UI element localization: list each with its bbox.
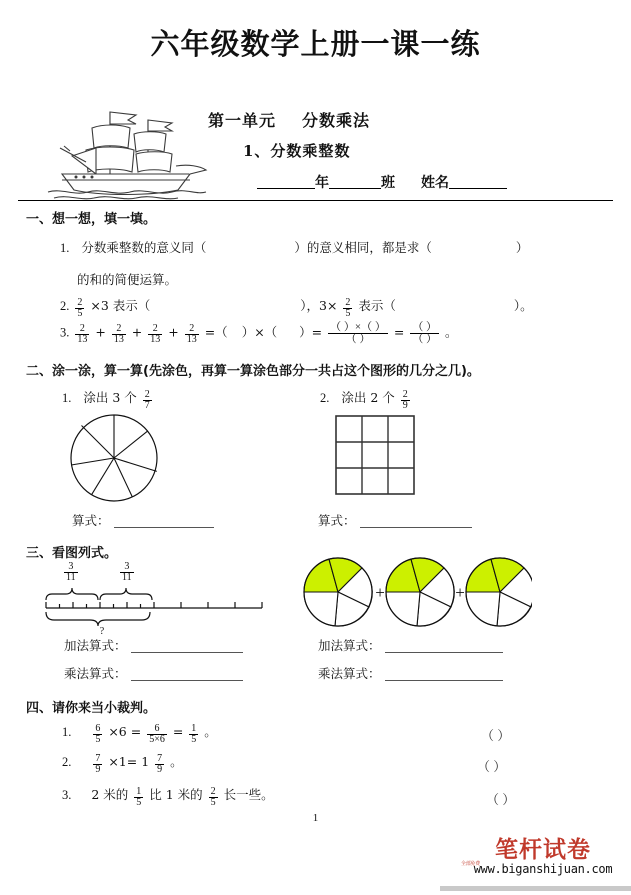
s4-i1-period: 。	[204, 724, 217, 739]
q1-index: 1.	[60, 241, 70, 255]
q2-index: 2.	[60, 299, 70, 313]
watermark-tiny-note: 全部免费	[461, 861, 480, 867]
q3-fc-den: 13	[150, 334, 161, 345]
watermark	[455, 838, 631, 890]
q3-plus-2: +	[131, 324, 143, 340]
s4-i1-eq: =	[172, 724, 184, 739]
student-info-line	[257, 172, 507, 192]
class-blank[interactable]	[329, 174, 381, 189]
q2-fraction-1	[75, 298, 84, 319]
section4-heading: 四、请你来当小裁判。	[26, 701, 157, 716]
header-divider	[18, 200, 613, 201]
s4-i3-judgement-box[interactable]: （ ）	[486, 792, 516, 807]
q3-fb-num: 2	[116, 323, 122, 334]
q3-fa-num: 2	[79, 323, 85, 334]
s2-i2-index: 2.	[320, 391, 330, 405]
q1-text-b: ）的意义相同，都是求（	[294, 240, 432, 255]
lesson-heading: 1、分数乘整数	[243, 142, 351, 160]
s4-i2-period: 。	[170, 754, 183, 769]
s2-i1-answer-label: 算式：	[72, 513, 110, 528]
watermark-url: www.biganshijuan.com	[473, 862, 613, 876]
s2-i1-num: 2	[144, 388, 150, 400]
nl-f1-den: 11	[66, 572, 76, 583]
s4-i1-frac3	[189, 724, 198, 745]
q3-result-fraction	[410, 322, 439, 345]
s4-i1-judgement-box[interactable]: （ ）	[481, 728, 511, 743]
section1-heading: 一、想一想，填一填。	[26, 212, 157, 227]
q3-res-den: （ ）	[412, 333, 438, 345]
section2-item2-answer	[318, 511, 472, 529]
section3-heading: 三、看图列式。	[26, 546, 118, 561]
q3-eq-3: =	[393, 324, 405, 340]
s2-i2-num: 2	[402, 388, 408, 400]
s4-i3-f1d: 5	[136, 796, 142, 808]
unit-label: 第一单元	[208, 111, 277, 130]
section3-left-mul-row	[64, 664, 243, 682]
s4-i1-frac2	[147, 724, 167, 745]
s4-i1-index: 1.	[62, 725, 72, 739]
watermark-brand: 笔杆试卷	[495, 836, 591, 863]
q3-eq-1: =（	[204, 324, 228, 340]
q3-fraction-d	[185, 324, 199, 345]
q3-fc-num: 2	[152, 323, 158, 334]
name-blank[interactable]	[449, 174, 507, 189]
section1-q1-line2: 的和的简便运算。	[77, 272, 178, 287]
q2-frac2-denominator: 5	[345, 307, 351, 319]
q2-frac2-numerator: 2	[345, 296, 351, 308]
q1-text-a: 分数乘整数的意义同（	[81, 240, 207, 255]
q2-text-c: 表示（	[358, 298, 396, 313]
plus-sign-2: +	[455, 583, 465, 602]
s3-left-mul-blank[interactable]	[131, 667, 243, 681]
q3-plus-3: +	[168, 324, 179, 340]
page-number: 1	[312, 812, 319, 824]
year-label: 年	[315, 175, 329, 191]
q2-text-a: ×3 表示（	[90, 298, 151, 313]
s4-i3-f1n: 1	[136, 785, 142, 797]
plus-sign-1: +	[375, 583, 385, 602]
numberline-fraction-label-2	[118, 562, 136, 585]
s4-i3-frac1	[134, 787, 143, 808]
s4-i1-mid: ×6 =	[108, 724, 142, 739]
section3-left-add-row	[64, 636, 243, 654]
s4-i1-f1n: 6	[95, 722, 101, 734]
s4-i1-f3d: 5	[191, 733, 197, 745]
s4-i2-f2n: 7	[157, 752, 163, 764]
s4-i3-index: 3.	[62, 788, 72, 802]
s3-left-add-blank[interactable]	[131, 639, 243, 653]
s4-i3-text-b: 比 1 米的	[149, 787, 203, 802]
q3-fraction-c	[148, 324, 162, 345]
numberline-fraction-label-1	[62, 562, 80, 585]
s2-i1-index: 1.	[62, 391, 72, 405]
numberline-question-mark: ?	[99, 626, 105, 634]
s2-i2-fraction	[401, 390, 410, 411]
s2-i2-answer-blank[interactable]	[360, 514, 472, 528]
q1-text-c: ）	[515, 240, 529, 255]
s2-i1-answer-blank[interactable]	[114, 514, 214, 528]
pie-circles-group	[302, 556, 532, 628]
s4-i1-f2d: 5×6	[149, 733, 165, 745]
s4-i2-index: 2.	[62, 755, 72, 769]
q3-period: 。	[445, 324, 458, 340]
s2-i2-text: 涂出 2 个	[341, 390, 395, 405]
nl-frac-2	[120, 562, 134, 583]
q3-fraction-a	[75, 324, 89, 345]
section1-q3	[60, 322, 458, 345]
q3-index: 3.	[60, 325, 70, 340]
s2-i1-text: 涂出 3 个	[83, 390, 137, 405]
section2-item1-answer	[72, 511, 214, 529]
q3-eq-2: ）=	[299, 324, 323, 340]
nl-f2-num: 3	[124, 561, 130, 572]
q3-expanded-num: （ ）×（ ）	[330, 321, 386, 333]
nl-f1-num: 3	[68, 561, 74, 572]
q2-frac1-denominator: 5	[77, 307, 83, 319]
section2-heading: 二、涂一涂，算一算(先涂色，再算一算涂色部分一共占这个图形的几分之几)。	[26, 364, 480, 379]
s4-i3-text-c: 长一些。	[223, 787, 274, 802]
s2-i2-den: 9	[402, 399, 408, 411]
s4-i3-text-a: 2 米的	[91, 787, 129, 802]
s4-i1-f1d: 5	[95, 733, 101, 745]
s2-i1-fraction	[143, 390, 152, 411]
s4-i1-f2n: 6	[154, 722, 160, 734]
s3-right-add-blank[interactable]	[385, 639, 503, 653]
section4-item-2	[62, 752, 183, 775]
nl-f2-den: 11	[122, 572, 132, 583]
class-label: 班	[381, 175, 395, 191]
section4-item-1	[62, 722, 217, 745]
name-label: 姓名	[421, 175, 449, 191]
section4-item-3	[62, 785, 274, 808]
q3-expanded-den: （ ）	[328, 333, 388, 345]
sailing-ship-illustration	[40, 104, 212, 200]
nl-frac-1	[64, 562, 78, 583]
grid-three-by-three[interactable]	[335, 415, 415, 495]
q2-text-b: ），3×	[300, 298, 338, 313]
s4-i3-frac2	[209, 787, 218, 808]
section3-right-add-row	[318, 636, 503, 654]
year-blank[interactable]	[257, 174, 315, 189]
q3-res-num: （ ）	[412, 321, 438, 333]
s3-right-mul-label: 乘法算式：	[318, 666, 381, 681]
q3-fa-den: 13	[77, 334, 88, 345]
s4-i2-f1d: 9	[95, 763, 101, 775]
s4-i2-mid: ×1= 1	[108, 754, 150, 769]
s4-i1-frac1	[93, 724, 102, 745]
section3-right-mul-row	[318, 664, 503, 682]
s4-i2-frac1	[93, 754, 102, 775]
q2-frac1-numerator: 2	[77, 296, 83, 308]
s3-left-add-label: 加法算式：	[64, 638, 127, 653]
bottom-bar	[440, 886, 631, 891]
s3-left-mul-label: 乘法算式：	[64, 666, 127, 681]
s2-i2-answer-label: 算式：	[318, 513, 356, 528]
q3-fd-den: 13	[186, 334, 197, 345]
section1-q2	[60, 296, 533, 319]
q3-fd-num: 2	[189, 323, 195, 334]
q2-text-end: ）。	[513, 298, 533, 313]
s3-right-mul-blank[interactable]	[385, 667, 503, 681]
section2-item2-label	[320, 388, 412, 411]
s2-i1-den: 7	[144, 399, 150, 411]
section1-q1-line1	[60, 238, 528, 256]
s4-i3-f2d: 5	[210, 796, 216, 808]
s4-i3-f2n: 2	[210, 785, 216, 797]
unit-heading	[208, 108, 370, 131]
q3-result-fraction-expanded	[328, 322, 388, 345]
s4-i2-frac2	[155, 754, 164, 775]
circle-seven-sectors[interactable]	[68, 412, 160, 504]
s4-i2-f1n: 7	[95, 752, 101, 764]
s4-i1-f3n: 1	[191, 722, 197, 734]
s3-right-add-label: 加法算式：	[318, 638, 381, 653]
q3-fb-den: 13	[113, 334, 124, 345]
page-title: 六年级数学上册一课一练	[150, 27, 481, 61]
unit-topic: 分数乘法	[302, 111, 371, 130]
number-line-diagram	[40, 586, 290, 634]
q3-fraction-b	[112, 324, 126, 345]
q2-fraction-2	[343, 298, 352, 319]
section2-item1-label	[62, 388, 154, 411]
q3-times: ）×（	[241, 324, 278, 340]
q3-plus-1: +	[95, 324, 106, 340]
s4-i2-f2d: 9	[157, 763, 163, 775]
s4-i2-judgement-box[interactable]: （ ）	[477, 759, 507, 774]
